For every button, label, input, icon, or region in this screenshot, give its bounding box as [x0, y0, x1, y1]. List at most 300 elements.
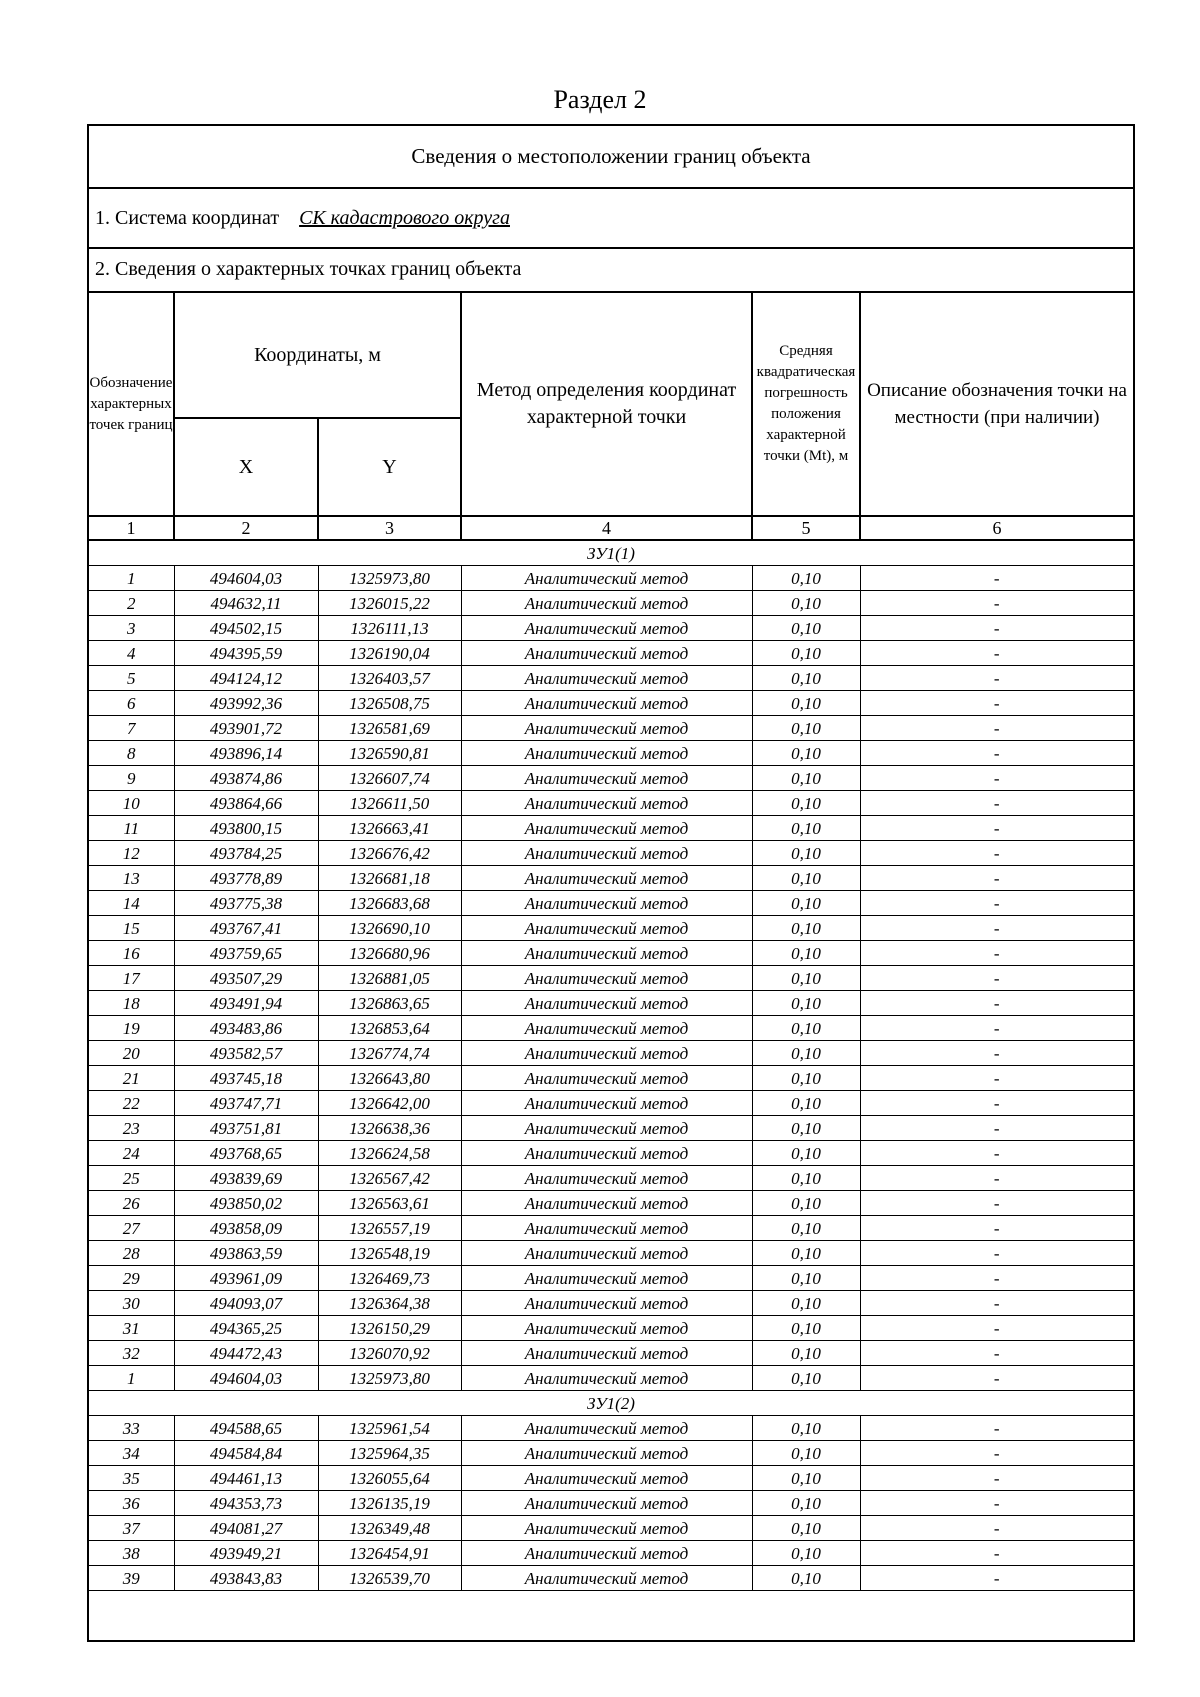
method: Аналитический метод: [461, 1541, 752, 1566]
point-designation: 31: [89, 1316, 174, 1341]
coord-y: 1326611,50: [318, 791, 461, 816]
point-description: -: [860, 1491, 1133, 1516]
coord-y: 1326638,36: [318, 1116, 461, 1141]
header-x: X: [174, 418, 318, 516]
mt-error: 0,10: [752, 1016, 860, 1041]
mt-error: 0,10: [752, 566, 860, 591]
table-row: [89, 1041, 1133, 1066]
mt-error: 0,10: [752, 1066, 860, 1091]
mt-error: 0,10: [752, 866, 860, 891]
mt-error: 0,10: [752, 941, 860, 966]
method: Аналитический метод: [461, 791, 752, 816]
point-description: -: [860, 1016, 1133, 1041]
points-section-header: 2. Сведения о характерных точках границ объекта: [89, 249, 1133, 293]
mt-error: 0,10: [752, 1366, 860, 1391]
method: Аналитический метод: [461, 616, 752, 641]
table-row: [89, 616, 1133, 641]
point-description: -: [860, 1291, 1133, 1316]
header-error: Средняя квадратическая погрешность положения характерной точки (Mt), м: [752, 293, 860, 516]
point-description: -: [860, 941, 1133, 966]
group-label: ЗУ1(2): [89, 1391, 1133, 1416]
coord-x: 493745,18: [174, 1066, 318, 1091]
table-row: [89, 966, 1133, 991]
point-designation: 19: [89, 1016, 174, 1041]
coord-y: 1326681,18: [318, 866, 461, 891]
mt-error: 0,10: [752, 966, 860, 991]
table-row: [89, 641, 1133, 666]
method: Аналитический метод: [461, 716, 752, 741]
coord-y: 1326676,42: [318, 841, 461, 866]
coord-y: 1326055,64: [318, 1466, 461, 1491]
mt-error: 0,10: [752, 666, 860, 691]
table-row: [89, 741, 1133, 766]
coord-y: 1326680,96: [318, 941, 461, 966]
coord-y: 1326774,74: [318, 1041, 461, 1066]
method: Аналитический метод: [461, 1041, 752, 1066]
point-designation: 24: [89, 1141, 174, 1166]
point-description: -: [860, 1141, 1133, 1166]
coord-x: 493992,36: [174, 691, 318, 716]
table-row: [89, 891, 1133, 916]
mt-error: 0,10: [752, 1216, 860, 1241]
column-number: 6: [860, 516, 1133, 540]
table-row: [89, 916, 1133, 941]
mt-error: 0,10: [752, 791, 860, 816]
column-number: 4: [461, 516, 752, 540]
coord-x: 493768,65: [174, 1141, 318, 1166]
coord-x: 494081,27: [174, 1516, 318, 1541]
table-row: [89, 1541, 1133, 1566]
coord-y: 1326548,19: [318, 1241, 461, 1266]
point-designation: 4: [89, 641, 174, 666]
method: Аналитический метод: [461, 1466, 752, 1491]
point-designation: 20: [89, 1041, 174, 1066]
coord-y: 1326563,61: [318, 1191, 461, 1216]
mt-error: 0,10: [752, 1566, 860, 1591]
point-designation: 17: [89, 966, 174, 991]
point-description: -: [860, 716, 1133, 741]
point-designation: 36: [89, 1491, 174, 1516]
table-row: [89, 816, 1133, 841]
method: Аналитический метод: [461, 1116, 752, 1141]
point-description: -: [860, 966, 1133, 991]
table-row: [89, 1116, 1133, 1141]
method: Аналитический метод: [461, 866, 752, 891]
header-description: Описание обозначения точки на местности (при наличии): [860, 293, 1133, 516]
form-title: Сведения о местоположении границ объекта: [89, 126, 1133, 189]
coord-x: 494124,12: [174, 666, 318, 691]
method: Аналитический метод: [461, 1266, 752, 1291]
point-description: -: [860, 1241, 1133, 1266]
point-description: -: [860, 1366, 1133, 1391]
table-row: [89, 1016, 1133, 1041]
mt-error: 0,10: [752, 1316, 860, 1341]
coord-y: 1326070,92: [318, 1341, 461, 1366]
point-designation: 35: [89, 1466, 174, 1491]
coord-x: 493778,89: [174, 866, 318, 891]
method: Аналитический метод: [461, 1316, 752, 1341]
point-description: -: [860, 841, 1133, 866]
table-row: [89, 766, 1133, 791]
coord-y: 1326349,48: [318, 1516, 461, 1541]
table-row: [89, 1291, 1133, 1316]
point-description: -: [860, 641, 1133, 666]
coord-x: 494584,84: [174, 1441, 318, 1466]
point-designation: 14: [89, 891, 174, 916]
method: Аналитический метод: [461, 1241, 752, 1266]
column-number: 2: [174, 516, 318, 540]
point-description: -: [860, 1216, 1133, 1241]
coord-y: 1326190,04: [318, 641, 461, 666]
method: Аналитический метод: [461, 666, 752, 691]
method: Аналитический метод: [461, 566, 752, 591]
table-row: [89, 1191, 1133, 1216]
method: Аналитический метод: [461, 916, 752, 941]
point-designation: 30: [89, 1291, 174, 1316]
point-designation: 5: [89, 666, 174, 691]
method: Аналитический метод: [461, 1366, 752, 1391]
method: Аналитический метод: [461, 1341, 752, 1366]
mt-error: 0,10: [752, 1341, 860, 1366]
coord-x: 493839,69: [174, 1166, 318, 1191]
method: Аналитический метод: [461, 816, 752, 841]
coord-x: 493850,02: [174, 1191, 318, 1216]
point-designation: 1: [89, 566, 174, 591]
point-description: -: [860, 1541, 1133, 1566]
mt-error: 0,10: [752, 1291, 860, 1316]
point-designation: 15: [89, 916, 174, 941]
table-row: [89, 1166, 1133, 1191]
point-designation: 37: [89, 1516, 174, 1541]
point-designation: 34: [89, 1441, 174, 1466]
mt-error: 0,10: [752, 1191, 860, 1216]
method: Аналитический метод: [461, 991, 752, 1016]
coord-y: 1326469,73: [318, 1266, 461, 1291]
table-row: [89, 1441, 1133, 1466]
coord-x: 493896,14: [174, 741, 318, 766]
point-description: -: [860, 1341, 1133, 1366]
table-row: [89, 716, 1133, 741]
method: Аналитический метод: [461, 1016, 752, 1041]
method: Аналитический метод: [461, 1566, 752, 1591]
table-row: [89, 941, 1133, 966]
mt-error: 0,10: [752, 1091, 860, 1116]
table-row: [89, 1266, 1133, 1291]
coord-y: 1326557,19: [318, 1216, 461, 1241]
coord-x: 493800,15: [174, 816, 318, 841]
mt-error: 0,10: [752, 591, 860, 616]
coord-y: 1326863,65: [318, 991, 461, 1016]
point-description: -: [860, 691, 1133, 716]
table-row: [89, 1516, 1133, 1541]
boundary-form: [87, 124, 1135, 1642]
section-title: Раздел 2: [553, 85, 647, 114]
table-row: [89, 1216, 1133, 1241]
mt-error: 0,10: [752, 1116, 860, 1141]
coord-y: 1326135,19: [318, 1491, 461, 1516]
coord-y: 1326539,70: [318, 1566, 461, 1591]
point-description: -: [860, 791, 1133, 816]
table-row: [89, 1141, 1133, 1166]
coord-x: 494502,15: [174, 616, 318, 641]
point-designation: 6: [89, 691, 174, 716]
point-description: -: [860, 866, 1133, 891]
method: Аналитический метод: [461, 1191, 752, 1216]
coord-y: 1326683,68: [318, 891, 461, 916]
group-row: [89, 540, 1133, 566]
method: Аналитический метод: [461, 1291, 752, 1316]
method: Аналитический метод: [461, 1166, 752, 1191]
table-row: [89, 1091, 1133, 1116]
coord-y: 1326403,57: [318, 666, 461, 691]
coord-y: 1326567,42: [318, 1166, 461, 1191]
point-designation: 21: [89, 1066, 174, 1091]
point-designation: 9: [89, 766, 174, 791]
coord-y: 1325961,54: [318, 1416, 461, 1441]
method: Аналитический метод: [461, 1416, 752, 1441]
table-row: [89, 991, 1133, 1016]
table-row: [89, 666, 1133, 691]
point-designation: 27: [89, 1216, 174, 1241]
method: Аналитический метод: [461, 741, 752, 766]
coord-x: 493858,09: [174, 1216, 318, 1241]
method: Аналитический метод: [461, 1491, 752, 1516]
mt-error: 0,10: [752, 741, 860, 766]
point-designation: 3: [89, 616, 174, 641]
coord-y: 1326590,81: [318, 741, 461, 766]
coord-y: 1326454,91: [318, 1541, 461, 1566]
method: Аналитический метод: [461, 641, 752, 666]
header-y: Y: [318, 418, 461, 516]
point-description: -: [860, 1091, 1133, 1116]
coord-y: 1326581,69: [318, 716, 461, 741]
header-coordinates: Координаты, м: [174, 293, 461, 418]
point-description: -: [860, 1516, 1133, 1541]
method: Аналитический метод: [461, 591, 752, 616]
point-description: -: [860, 766, 1133, 791]
coord-x: 494365,25: [174, 1316, 318, 1341]
mt-error: 0,10: [752, 616, 860, 641]
coord-x: 493864,66: [174, 791, 318, 816]
point-description: -: [860, 1116, 1133, 1141]
coord-x: 493784,25: [174, 841, 318, 866]
coord-x: 493843,83: [174, 1566, 318, 1591]
point-description: -: [860, 991, 1133, 1016]
mt-error: 0,10: [752, 1441, 860, 1466]
table-row: [89, 1316, 1133, 1341]
mt-error: 0,10: [752, 766, 860, 791]
table-row: [89, 1066, 1133, 1091]
table-row: [89, 591, 1133, 616]
mt-error: 0,10: [752, 1416, 860, 1441]
coord-x: 493767,41: [174, 916, 318, 941]
point-designation: 18: [89, 991, 174, 1016]
coord-y: 1325973,80: [318, 1366, 461, 1391]
method: Аналитический метод: [461, 1216, 752, 1241]
group-row: [89, 1391, 1133, 1416]
coord-y: 1326150,29: [318, 1316, 461, 1341]
method: Аналитический метод: [461, 891, 752, 916]
point-designation: 1: [89, 1366, 174, 1391]
table-row: [89, 1341, 1133, 1366]
coord-x: 494604,03: [174, 566, 318, 591]
mt-error: 0,10: [752, 1516, 860, 1541]
point-designation: 23: [89, 1116, 174, 1141]
point-designation: 32: [89, 1341, 174, 1366]
method: Аналитический метод: [461, 1516, 752, 1541]
method: Аналитический метод: [461, 1091, 752, 1116]
table-row: [89, 1366, 1133, 1391]
mt-error: 0,10: [752, 891, 860, 916]
table-row: [89, 691, 1133, 716]
coord-y: 1326111,13: [318, 616, 461, 641]
point-designation: 33: [89, 1416, 174, 1441]
point-description: -: [860, 1266, 1133, 1291]
coord-x: 493483,86: [174, 1016, 318, 1041]
coord-x: 493775,38: [174, 891, 318, 916]
coord-y: 1325964,35: [318, 1441, 461, 1466]
coord-x: 493747,71: [174, 1091, 318, 1116]
point-designation: 12: [89, 841, 174, 866]
coord-y: 1326643,80: [318, 1066, 461, 1091]
mt-error: 0,10: [752, 1141, 860, 1166]
mt-error: 0,10: [752, 1041, 860, 1066]
coordinate-system-value: СК кадастрового округа: [299, 207, 510, 229]
point-designation: 13: [89, 866, 174, 891]
coord-y: 1326663,41: [318, 816, 461, 841]
point-description: -: [860, 916, 1133, 941]
coord-x: 493491,94: [174, 991, 318, 1016]
column-number: 5: [752, 516, 860, 540]
header-method: Метод определения координат характерной точки: [461, 293, 752, 516]
table-row: [89, 1466, 1133, 1491]
point-description: -: [860, 1191, 1133, 1216]
coord-y: 1326364,38: [318, 1291, 461, 1316]
point-designation: 29: [89, 1266, 174, 1291]
point-description: -: [860, 741, 1133, 766]
table-row: [89, 866, 1133, 891]
mt-error: 0,10: [752, 1166, 860, 1191]
point-description: -: [860, 1566, 1133, 1591]
method: Аналитический метод: [461, 766, 752, 791]
point-description: -: [860, 1316, 1133, 1341]
mt-error: 0,10: [752, 691, 860, 716]
coord-y: 1326508,75: [318, 691, 461, 716]
point-description: -: [860, 816, 1133, 841]
method: Аналитический метод: [461, 691, 752, 716]
point-description: -: [860, 1041, 1133, 1066]
coord-x: 493863,59: [174, 1241, 318, 1266]
mt-error: 0,10: [752, 1266, 860, 1291]
coord-x: 494604,03: [174, 1366, 318, 1391]
table-row: [89, 791, 1133, 816]
coordinate-system-row: [89, 189, 1133, 249]
coord-x: 493949,21: [174, 1541, 318, 1566]
point-designation: 8: [89, 741, 174, 766]
point-designation: 16: [89, 941, 174, 966]
method: Аналитический метод: [461, 841, 752, 866]
point-description: -: [860, 616, 1133, 641]
coord-y: 1326624,58: [318, 1141, 461, 1166]
column-number: 3: [318, 516, 461, 540]
group-label: ЗУ1(1): [89, 540, 1133, 566]
point-description: -: [860, 666, 1133, 691]
point-designation: 22: [89, 1091, 174, 1116]
point-designation: 28: [89, 1241, 174, 1266]
method: Аналитический метод: [461, 1066, 752, 1091]
coord-x: 493874,86: [174, 766, 318, 791]
point-designation: 38: [89, 1541, 174, 1566]
method: Аналитический метод: [461, 941, 752, 966]
coord-x: 494395,59: [174, 641, 318, 666]
mt-error: 0,10: [752, 841, 860, 866]
header-designation: Обозначение характерных точек границ: [89, 293, 174, 516]
coord-x: 494093,07: [174, 1291, 318, 1316]
method: Аналитический метод: [461, 966, 752, 991]
coord-y: 1326642,00: [318, 1091, 461, 1116]
table-row: [89, 566, 1133, 591]
coord-y: 1326853,64: [318, 1016, 461, 1041]
points-table: [89, 293, 1133, 1591]
table-row: [89, 1566, 1133, 1591]
mt-error: 0,10: [752, 716, 860, 741]
coord-y: 1326881,05: [318, 966, 461, 991]
point-designation: 7: [89, 716, 174, 741]
coord-y: 1326607,74: [318, 766, 461, 791]
method: Аналитический метод: [461, 1141, 752, 1166]
point-designation: 26: [89, 1191, 174, 1216]
method: Аналитический метод: [461, 1441, 752, 1466]
mt-error: 0,10: [752, 1491, 860, 1516]
mt-error: 0,10: [752, 1241, 860, 1266]
mt-error: 0,10: [752, 1541, 860, 1566]
point-designation: 25: [89, 1166, 174, 1191]
coord-x: 494632,11: [174, 591, 318, 616]
coord-x: 493759,65: [174, 941, 318, 966]
coord-x: 493507,29: [174, 966, 318, 991]
mt-error: 0,10: [752, 916, 860, 941]
coord-x: 493901,72: [174, 716, 318, 741]
column-numbers-row: [89, 516, 1133, 540]
coord-x: 494588,65: [174, 1416, 318, 1441]
point-description: -: [860, 1441, 1133, 1466]
point-description: -: [860, 566, 1133, 591]
point-designation: 11: [89, 816, 174, 841]
point-description: -: [860, 891, 1133, 916]
coord-x: 493961,09: [174, 1266, 318, 1291]
coord-y: 1326015,22: [318, 591, 461, 616]
point-designation: 10: [89, 791, 174, 816]
points-table-body: [89, 516, 1133, 1591]
point-designation: 39: [89, 1566, 174, 1591]
point-description: -: [860, 1066, 1133, 1091]
point-designation: 2: [89, 591, 174, 616]
point-description: -: [860, 1466, 1133, 1491]
point-description: -: [860, 1166, 1133, 1191]
coordinate-system-label: 1. Система координат: [95, 207, 280, 229]
mt-error: 0,10: [752, 1466, 860, 1491]
mt-error: 0,10: [752, 991, 860, 1016]
coord-x: 493751,81: [174, 1116, 318, 1141]
coord-y: 1325973,80: [318, 566, 461, 591]
column-number: 1: [89, 516, 174, 540]
table-row: [89, 1416, 1133, 1441]
coord-x: 494461,13: [174, 1466, 318, 1491]
point-description: -: [860, 1416, 1133, 1441]
mt-error: 0,10: [752, 641, 860, 666]
mt-error: 0,10: [752, 816, 860, 841]
coord-y: 1326690,10: [318, 916, 461, 941]
